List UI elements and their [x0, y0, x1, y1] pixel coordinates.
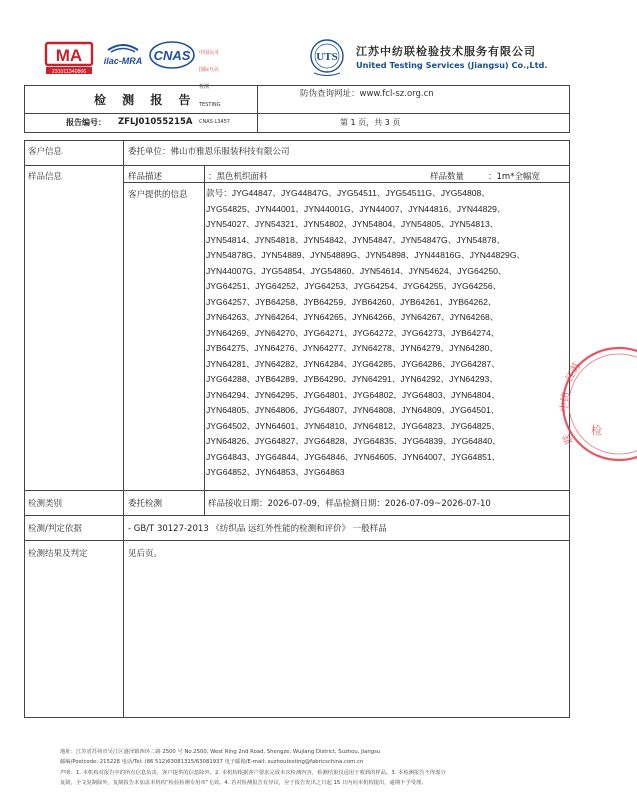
sample-qty-label: 样品数量 — [430, 172, 465, 182]
style-number-line: JYN54814、JYN54818、JYN54842、JYN54847、JYN54847G、JYN54878、 — [206, 234, 506, 245]
row-divider — [24, 165, 570, 166]
test-result-label: 检测结果及判定 — [28, 549, 88, 559]
cnas-line: 检测 — [199, 84, 210, 91]
test-category-value: 委托检测 — [128, 499, 163, 509]
style-number-line: JYN64269、JYN64270、JYG64271、JYG64272、JYG64273、JYB64274、 — [206, 327, 500, 338]
style-number-line: JYB64275、JYN64276、JYN64277、JYN64278、JYN64279、JYN64280、 — [206, 343, 498, 353]
style-number-line: JYG64251、JYG64252、JYG64253、JYG64254、JYG64255、JYG64256、 — [206, 281, 502, 291]
style-number-line: JYN44007G、JYG54854、JYG54860、JYN54614、JYN54624、JYG64250、 — [206, 265, 507, 276]
report-title: 检 测 报 告 — [94, 93, 197, 107]
row-divider — [24, 540, 570, 541]
client-provided-label: 客户提供的信息 — [128, 190, 188, 200]
cnas-text: CNAS — [153, 48, 191, 63]
client-info-label: 客户信息 — [28, 147, 63, 157]
style-number-line: JYG64502、JYN64601、JYN64810、JYN64812、JYG64823、JYG64825、 — [206, 420, 500, 431]
column-divider — [204, 165, 205, 515]
sample-desc-label: 样品描述 — [128, 172, 163, 182]
sample-qty-value: ：1m*全幅宽 — [488, 172, 540, 182]
page-info: 第 1 页，共 3 页 — [340, 118, 401, 127]
footer-contact: 邮编/Postcode: 215228 电话/Tel: (86 512)63081315/63081937 电子邮箱/E-mail: suzhoutesting@fabricschina.com.cn — [60, 759, 364, 765]
cnas-line: TESTING — [199, 101, 221, 108]
test-basis-label: 检测/判定依据 — [28, 524, 82, 534]
test-result-value: 见后页。 — [128, 549, 163, 559]
style-number-line: JYN64826、JYG64827、JYG64828、JYG64835、JYG64839、JYG64840、 — [206, 436, 501, 446]
row-divider — [24, 490, 570, 491]
cnas-logo — [148, 38, 196, 72]
ilac-text: ilac-MRA — [103, 56, 143, 66]
style-number-line: 款号：JYG44847、JYG44847G、JYG54511、JYG54511G、JYG54808、 — [206, 188, 490, 198]
style-number-line: JYG64257、JYB64258、JYB64259、JYB64260、JYB64261、JYB64262、 — [206, 296, 497, 307]
style-number-line: JYG64852、JYN64853、JYG64863 — [206, 467, 345, 477]
style-number-list — [206, 186, 572, 481]
cnas-line: 国际互认 — [199, 66, 220, 73]
cma-code: 231011340866 — [51, 69, 87, 75]
svg-text:中纺: 中纺 — [559, 391, 572, 413]
anti-fake-url: 防伪查询网址：www.fcl-sz.org.cn — [300, 89, 434, 99]
report-number-label: 报告编号： — [66, 118, 106, 127]
sample-info-label: 样品信息 — [28, 172, 63, 182]
uts-logo — [308, 38, 346, 78]
cma-logo — [44, 40, 94, 76]
style-number-line: JYG64843、JYG64844、JYG64846、JYN64605、JYN64007、JYG64851、 — [206, 451, 501, 462]
seal-sub-text: 检 — [591, 424, 602, 437]
company-name-cn: 江苏中纺联检验技术服务有限公司 — [356, 45, 536, 58]
style-number-line: JYN54027、JYN54321、JYN54802、JYN54804、JYN54805、JYN54813、 — [206, 219, 499, 229]
report-number: ZFLJ01055215A — [118, 117, 193, 127]
sample-subdivider — [123, 182, 570, 183]
style-number-line: JYN64294、JYN64295、JYG64801、JYG64802、JYG64803、JYN64804、 — [206, 389, 500, 400]
footer-address: 地址：江苏省苏州市吴江区盛泽镇西环二路 2500 号 No.2500, West Ring 2nd Road, Shengze, Wujiang District, Suzhou, Jiangsu — [60, 749, 381, 755]
svg-text:江苏: 江苏 — [564, 360, 584, 384]
test-basis-value: - GB/T 30127-2013 《纺织品 远红外性能的检测和评价》 一般样品 — [128, 524, 387, 534]
style-number-line: JYG64288、JYB64289、JYB64290、JYN64291、JYN64292、JYN64293、 — [206, 374, 498, 384]
row-divider — [24, 515, 570, 516]
test-category-label: 检测类别 — [28, 499, 63, 509]
style-number-line: JYN64263、JYN64264、JYN64265、JYN64266、JYN64267、JYN64268、 — [206, 312, 499, 322]
uts-letters: UTS — [316, 51, 338, 63]
client-name: 委托单位：佛山市雅恩乐服装科技有限公司 — [128, 147, 290, 157]
test-dates: 样品接收日期：2026-07-09，样品检测日期：2026-07-09~2026-07-10 — [208, 499, 491, 509]
footer-statement: 声明：1. 本机构对报告中的所有信息负责，客户提供的信息除外。2. 本机构根据客户要求完成本次检测内容，检测结果仅适用于收到的样品。3. 本检测报告不得部分 — [60, 770, 446, 776]
sample-desc-value: ：黑色机织面料 — [208, 172, 268, 182]
svg-text:联: 联 — [561, 431, 576, 446]
style-number-line: JYN54878G、JYN54889、JYN54889G、JYN54898、JYN44816G、JYN44829G、 — [206, 250, 526, 260]
style-number-line: JYN64805、JYN64806、JYG64807、JYN64808、JYN64809、JYG64501、 — [206, 405, 500, 415]
style-number-line: JYN64281、JYN64282、JYN64284、JYG64285、JYG64286、JYG64287、 — [206, 358, 500, 369]
company-name-en: United Testing Services (Jiangsu) Co.,Ltd. — [356, 60, 548, 70]
footer-statement-cont: 复制，全文复制除外，复制报告未加盖本机构“检验检测专用章”无效。4. 若对检测报告有异议，应于报告发出之日起 15 日内向本机构提出，逾期不予受理。 — [60, 780, 427, 786]
ilac-mra-logo — [100, 40, 146, 70]
column-divider — [123, 140, 124, 718]
company-seal — [557, 342, 637, 472]
cma-letters: MA — [55, 46, 83, 65]
cnas-line: CNAS L3457 — [199, 119, 230, 126]
style-number-line: JYG54825、JYN44001、JYN44001G、JYN44007、JYN44816、JYN44829、 — [206, 203, 506, 214]
cnas-line: 中国认可 — [199, 49, 220, 56]
